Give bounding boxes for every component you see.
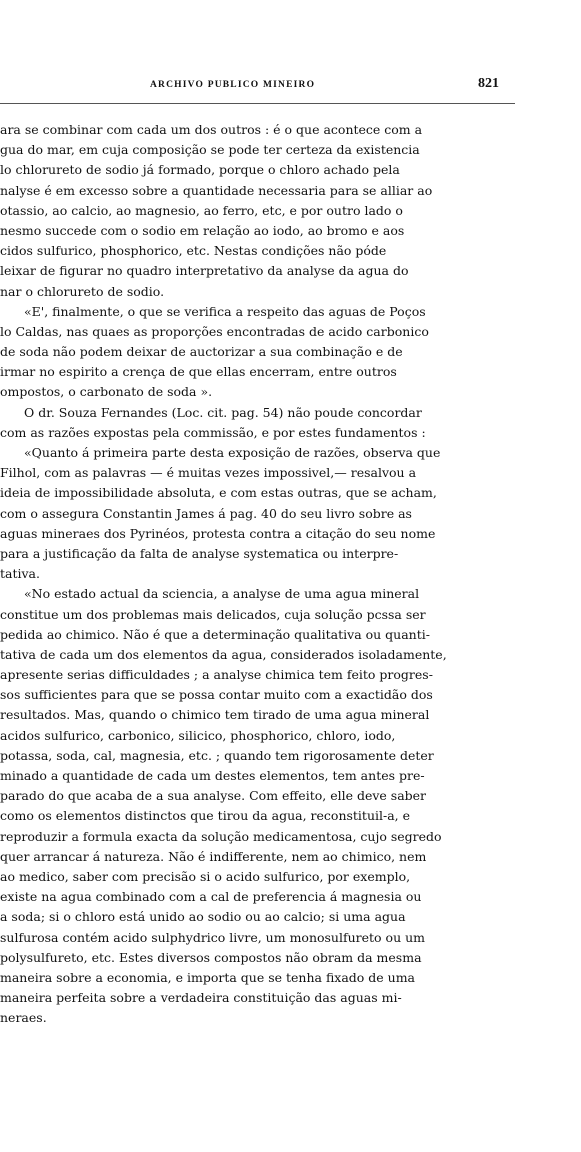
text-line: apresente serias difficuldades ; a analyse chimica tem feito progres- [0, 667, 433, 683]
text-line: lo Caldas, nas quaes as proporções encontradas de acido carbonico [0, 323, 429, 339]
text-line: parado do que acaba de a sua analyse. Com effeito, elle deve saber [0, 788, 427, 804]
text-line: minado a quantidade de cada um destes elementos, tem antes pre- [0, 768, 425, 783]
paragraph [0, 584, 560, 1028]
text-line: reproduzir a formula exacta da solução medicamentosa, cujo segredo [0, 828, 442, 844]
text-line: Filhol, com as palavras — é muitas vezes impossivel,— resalvou a [0, 465, 417, 481]
paragraph [0, 443, 560, 584]
text-line: existe na agua combinado com a cal de preferencia á magnesia ou [0, 889, 422, 905]
text-line: maneira sobre a economia, e importa que se tenha fixado de uma [0, 969, 416, 985]
running-title: ARCHIVO PUBLICO MINEIRO [150, 80, 316, 90]
text-line: «E', finalmente, o que se verifica a respeito das aguas de Poços [24, 303, 426, 319]
text-line: otassio, ao calcio, ao magnesio, ao ferro, etc, e por outro lado o [0, 202, 403, 218]
text-line: neraes. [0, 1010, 47, 1026]
text-line: como os elementos distinctos que tirou da agua, reconstituil-a, e [0, 808, 411, 824]
text-line: para a justificação da falta de analyse systematica ou interpre- [0, 545, 399, 561]
text-line: sos sufficientes para que se possa contar muito com a exactidão dos [0, 687, 433, 703]
text-line: lo chlorureto de sodio já formado, porque o chloro achado pela [0, 162, 400, 178]
text-line: potassa, soda, cal, magnesia, etc. ; quando tem rigorosamente deter [0, 747, 434, 763]
text-line: maneira perfeita sobre a verdadeira constituição das aguas mi- [0, 990, 402, 1006]
page-number: 821 [478, 76, 499, 91]
text-line: cidos sulfurico, phosphorico, etc. Nestas condições não póde [0, 243, 387, 259]
text-line: nesmo succede com o sodio em relação ao iodo, ao bromo e aos [0, 222, 405, 238]
text-line: «No estado actual da sciencia, a analyse de uma agua mineral [24, 586, 420, 602]
text-line: a soda; si o chloro está unido ao sodio ou ao calcio; si uma agua [0, 909, 406, 925]
text-line: irmar no espirito a crença de que ellas encerram, entre outros [0, 364, 397, 380]
paragraph [0, 120, 560, 302]
text-line: leixar de figurar no quadro interpretativo da analyse da agua do [0, 263, 409, 279]
text-line: pedida ao chimico. Não é que a determinação qualitativa ou quanti- [0, 626, 430, 642]
text-line: gua do mar, em cuja composição se pode ter certeza da existencia [0, 142, 420, 158]
text-line: ompostos, o carbonato de soda ». [0, 384, 213, 400]
text-line: tativa de cada um dos elementos da agua, considerados isoladamente, [0, 646, 447, 662]
text-line: aguas mineraes dos Pyrinéos, protesta contra a citação do seu nome [0, 525, 436, 541]
text-line: quer arrancar á natureza. Não é indifferente, nem ao chimico, nem [0, 848, 427, 864]
text-line: sulfurosa contém acido sulphydrico livre, um monosulfureto ou um [0, 929, 426, 945]
text-line: com o assegura Constantin James á pag. 40 do seu livro sobre as [0, 505, 412, 521]
text-line: tativa. [0, 566, 40, 582]
text-line: acidos sulfurico, carbonico, silicico, phosphorico, chloro, iodo, [0, 727, 396, 743]
text-line: nalyse é em excesso sobre a quantidade necessaria para se alliar ao [0, 182, 433, 198]
body-text [0, 120, 560, 1028]
text-line: nar o chlorureto de sodio. [0, 283, 165, 299]
header-rule [0, 103, 515, 104]
text-line: constitue um dos problemas mais delicados, cuja solução pcssa ser [0, 606, 426, 622]
paragraph [0, 302, 560, 403]
text-line: resultados. Mas, quando o chimico tem tirado de uma agua mineral [0, 707, 430, 723]
text-line: O dr. Souza Fernandes (Loc. cit. pag. 54) não poude concordar [24, 404, 422, 420]
text-line: ara se combinar com cada um dos outros : é o que acontece com a [0, 122, 423, 137]
text-line: de soda não podem deixar de auctorizar a sua combinação e de [0, 344, 403, 360]
text-line: «Quanto á primeira parte desta exposição de razões, observa que [24, 445, 441, 460]
text-line: com as razões expostas pela commissão, e por estes fundamentos : [0, 424, 426, 440]
page-header [0, 76, 520, 100]
text-line: polysulfureto, etc. Estes diversos compostos não obram da mesma [0, 949, 422, 965]
text-line: ao medico, saber com precisão si o acido sulfurico, por exemplo, [0, 868, 411, 884]
paragraph [0, 403, 560, 443]
text-line: ideia de impossibilidade absoluta, e com estas outras, que se acham, [0, 485, 437, 501]
